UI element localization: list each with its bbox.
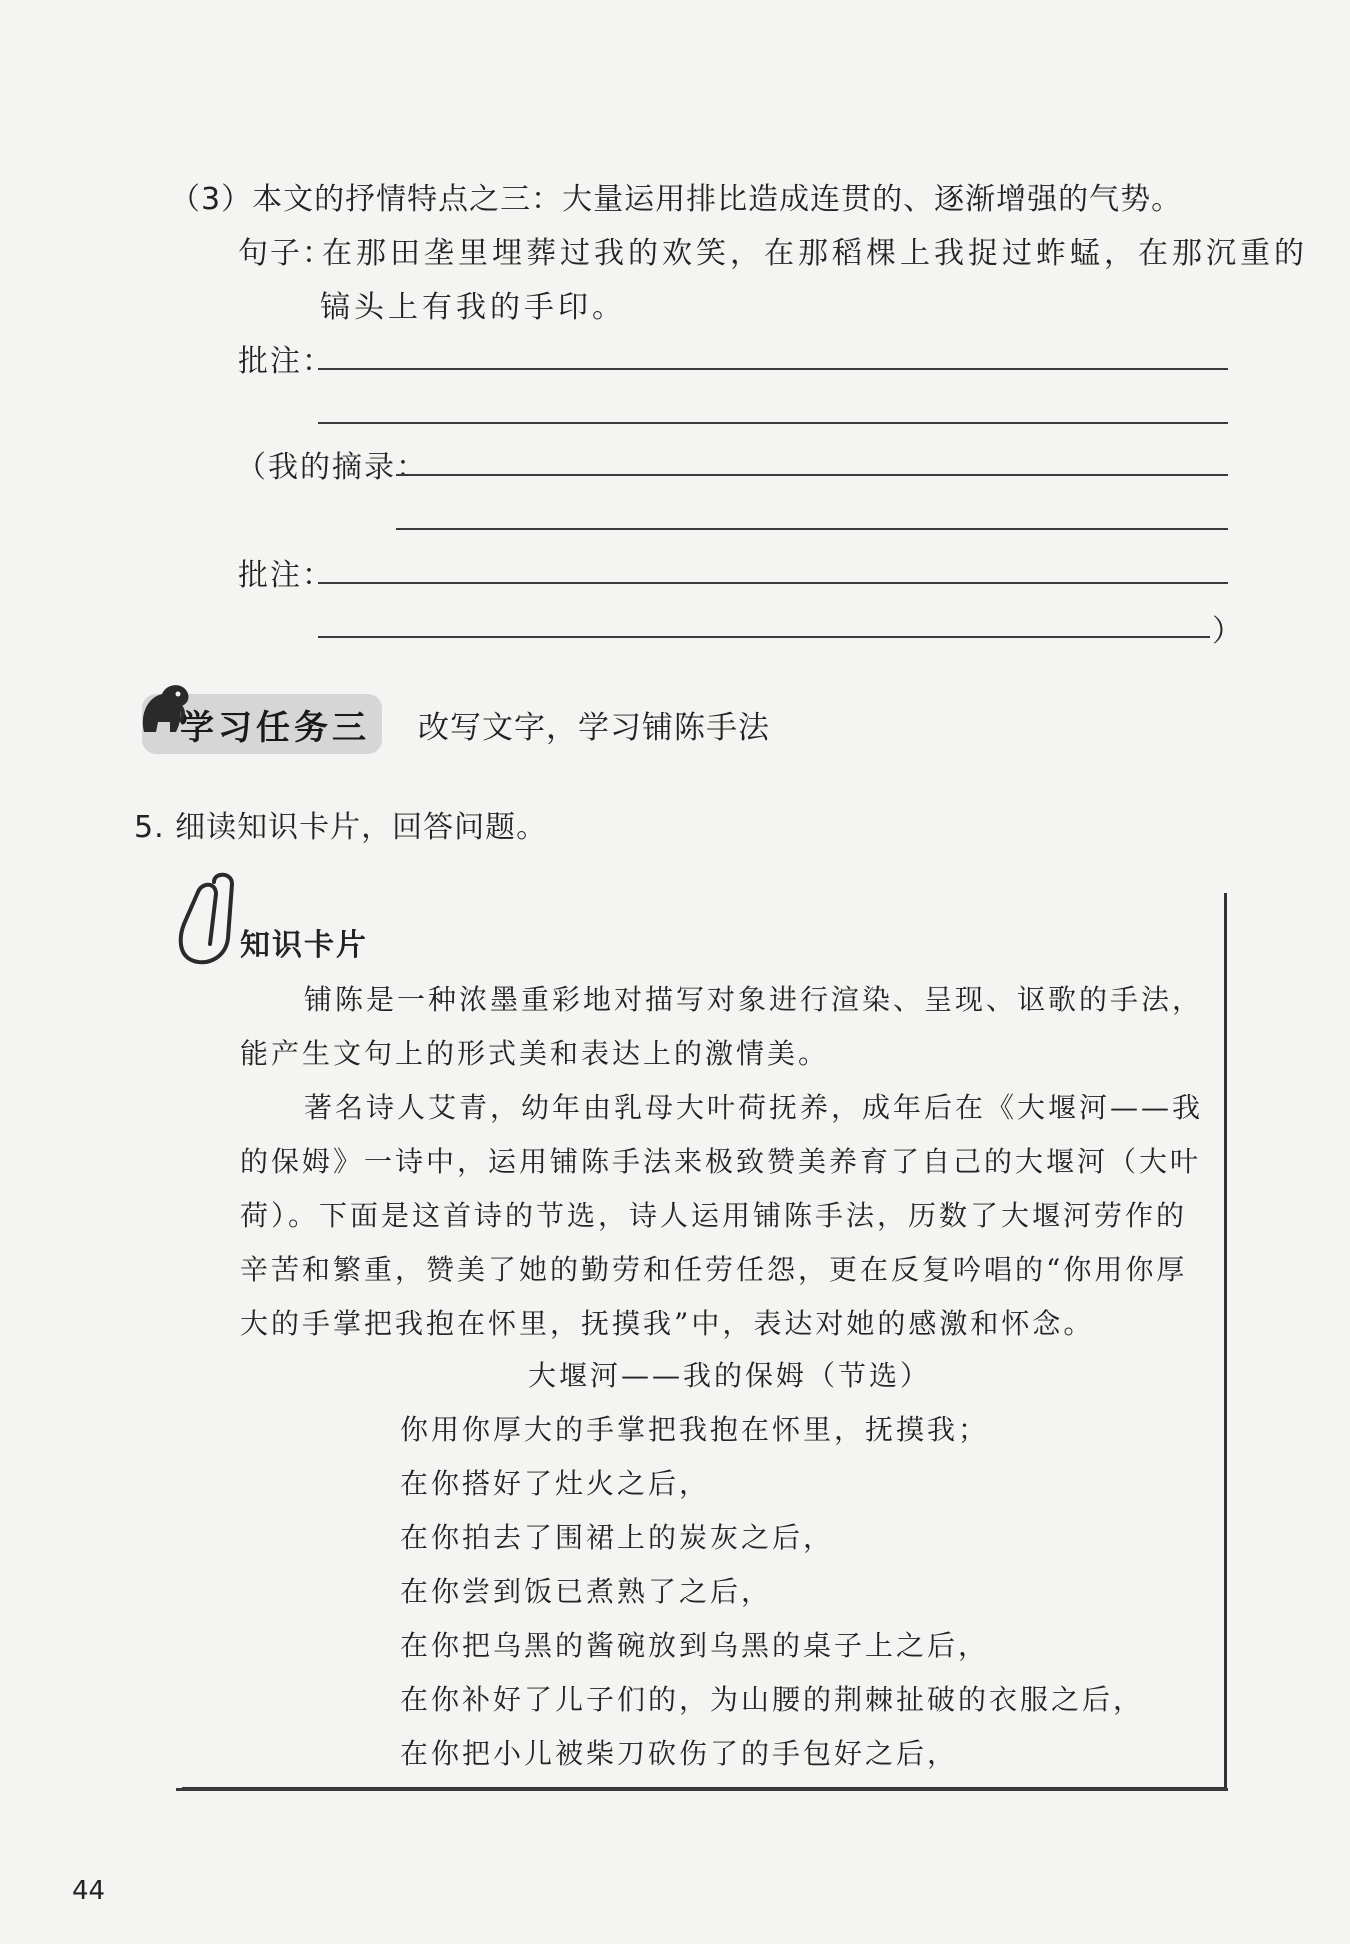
- annotation-line-1[interactable]: [318, 368, 1228, 370]
- poem-line: 在你搭好了灶火之后，: [400, 1467, 711, 1500]
- card-p2-line5: 大的手掌把我抱在怀里，抚摸我”中，表达对她的感激和怀念。: [240, 1307, 1095, 1340]
- paperclip-icon: [176, 868, 236, 974]
- card-p2-line4: 辛苦和繁重，赞美了她的勤劳和任劳任怨，更在反复吟唱的“你用你厚: [240, 1253, 1188, 1286]
- sentence-line-2: 镐头上有我的手印。: [320, 290, 626, 325]
- card-p2-line2: 的保姆》一诗中，运用铺陈手法来极致赞美养育了自己的大堰河（大叶: [240, 1145, 1202, 1178]
- poem-line: 在你补好了儿子们的，为山腰的荆棘扯破的衣服之后，: [400, 1683, 1145, 1716]
- annotation-label: 批注：: [238, 344, 334, 379]
- annotation-line-2[interactable]: [318, 422, 1228, 424]
- poem-title: 大堰河——我的保姆（节选）: [528, 1359, 932, 1392]
- excerpt-line-1[interactable]: [396, 474, 1228, 476]
- poem-line: 在你拍去了围裙上的炭灰之后，: [400, 1521, 835, 1554]
- close-paren: ）: [1212, 614, 1244, 649]
- task3-subtitle: 改写文字，学习铺陈手法: [418, 710, 770, 746]
- annotation-line-3[interactable]: [318, 582, 1228, 584]
- task3-title: 学习任务三: [180, 708, 370, 748]
- question-5: 5. 细读知识卡片，回答问题。: [134, 810, 548, 845]
- poem-line: 在你把乌黑的酱碗放到乌黑的桌子上之后，: [400, 1629, 990, 1662]
- excerpt-label: （我的摘录：: [236, 450, 428, 485]
- card-p1-line1: 铺陈是一种浓墨重彩地对描写对象进行渲染、呈现、讴歌的手法，: [304, 983, 1204, 1016]
- card-bottom-rule: [176, 1788, 1228, 1791]
- card-p1-line2: 能产生文句上的形式美和表达上的激情美。: [240, 1037, 830, 1070]
- poem-line: 你用你厚大的手掌把我抱在怀里，抚摸我；: [400, 1413, 990, 1446]
- annotation-line-4[interactable]: [318, 636, 1210, 638]
- sentence-line-1: 在那田垄里埋葬过我的欢笑，在那稻棵上我捉过蚱蜢，在那沉重的: [322, 236, 1308, 271]
- sentence-label: 句子：: [238, 236, 334, 271]
- card-p2-line3: 荷）。下面是这首诗的节选，诗人运用铺陈手法，历数了大堰河劳作的: [240, 1199, 1188, 1232]
- card-p2-line1: 著名诗人艾青，幼年由乳母大叶荷抚养，成年后在《大堰河——我: [304, 1091, 1204, 1124]
- item3-heading: （3）本文的抒情特点之三：大量运用排比造成连贯的、逐渐增强的气势。: [170, 182, 1183, 217]
- annotation-label-2: 批注：: [238, 558, 334, 593]
- card-title: 知识卡片: [240, 928, 368, 963]
- excerpt-line-2[interactable]: [396, 528, 1228, 530]
- poem-line: 在你尝到饭已煮熟了之后，: [400, 1575, 773, 1608]
- page-number: 44: [72, 1876, 106, 1906]
- poem-line: 在你把小儿被柴刀砍伤了的手包好之后，: [400, 1737, 959, 1770]
